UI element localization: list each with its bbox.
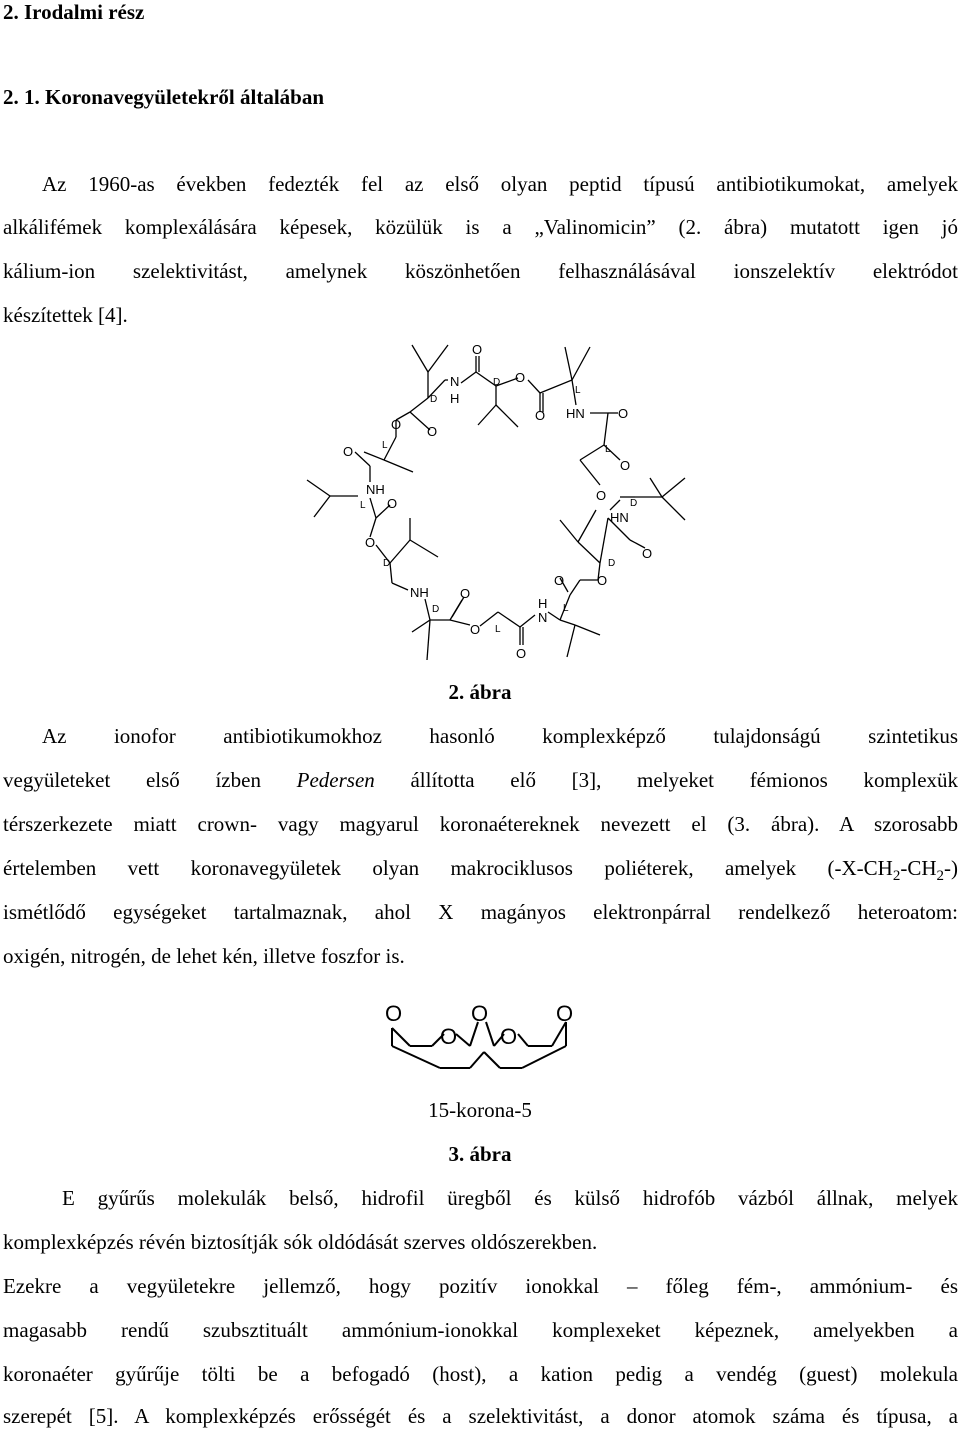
atom-hn-1: HN [566,406,585,421]
oxygen-4: O [440,1024,458,1049]
atom-o-13: O [554,573,565,588]
oxygen-2: O [471,1001,489,1026]
atom-nh-2: NH [410,585,429,600]
atom-h-1: H [450,391,460,406]
atom-o-7: O [427,424,438,439]
para4-line4: szerepét [5]. A komplexképzés erősségét és a szelektivitást, a donor atomok száma és típusa, a [3,1404,958,1428]
atom-o-11: O [596,488,607,503]
atom-o-5: O [620,458,631,473]
crown-ether-structure [380,995,580,1080]
stereo-d-5: D [608,558,616,569]
para2-line4-pre: értelemben vett koronavegyületek olyan makrociklusos poliéterek, amelyek (-X-CH [3,856,893,880]
oxygen-5: O [500,1024,518,1049]
atom-hn-2: HN [610,510,629,525]
para1-line3: kálium-ion szelektivitást, amelynek köszönhetően felhasználásával ionszelektív elektródot [3,259,958,283]
oxygen-3: O [556,1001,574,1026]
atom-o-17: O [516,646,527,661]
atom-o-8: O [343,444,354,459]
para2-line1: Az ionofor antibiotikumokhoz hasonló komplexképző tulajdonságú szintetikus [42,724,958,748]
para2-line4-post: -) [944,856,958,880]
atom-o-3: O [535,408,546,423]
atom-h-2: H [538,596,548,611]
para2-line5: ismétlődő egységeket tartalmaznak, ahol X magányos elektronpárral rendelkező heteroatom: [3,900,958,924]
para2-line6: oxigén, nitrogén, de lehet kén, illetve foszfor is. [3,944,405,968]
atom-o-4: O [618,406,629,421]
stereo-d-6: D [432,604,440,615]
atom-o-top: O [472,342,483,357]
atom-n-2: N [538,610,548,625]
stereo-l-5: L [495,624,501,635]
stereo-d-2: D [493,377,501,388]
para2-line4 [3,856,958,884]
atom-nh-1: NH [366,482,385,497]
atom-o-16: O [470,622,481,637]
para2-line2-pre: vegyületeket első ízben [3,768,261,792]
section-heading: 2. Irodalmi rész [3,0,145,24]
atom-o-9: O [387,496,398,511]
author-name: Pedersen [296,768,375,792]
para4-line3: koronaéter gyűrűje tölti be a befogadó (host), a kation pedig a vendég (guest) molekula [3,1362,958,1386]
atom-o-2: O [515,370,526,385]
stereo-l-4: L [360,500,366,511]
para1-line4: készítettek [4]. [3,303,128,327]
stereo-l-6: L [563,603,569,614]
valinomycin-structure [290,335,710,675]
figure2-caption: 2. ábra [448,680,512,704]
para4-line1: Ezekre a vegyületekre jellemző, hogy pozitív ionokkal – főleg fém-, ammónium- és [3,1274,958,1298]
oxygen-1: O [385,1001,403,1026]
para1-line2: alkálifémek komplexálására képesek, közülük is a „Valinomicin” (2. ábra) mutatott igen jó [3,215,958,239]
atom-o-10: O [365,535,376,550]
para1-line1: Az 1960-as években fedezték fel az első olyan peptid típusú antibiotikumokat, amelyek [42,172,958,196]
figure3-caption: 3. ábra [448,1142,512,1166]
stereo-d-4: D [630,498,638,509]
atom-n-1: N [450,374,460,389]
para2-line4-mid: -CH [900,856,937,880]
stereo-l-2: L [605,444,611,455]
compound-name: 15-korona-5 [428,1098,532,1122]
subsection-heading: 2. 1. Koronavegyületekről általában [3,85,325,109]
para3-line1: E gyűrűs molekulák belső, hidrofil üregből és külső hidrofób vázból állnak, melyek [62,1186,958,1210]
para2-line3: térszerkezete miatt crown- vagy magyarul koronaétereknek nevezett el (3. ábra). A szorosabb [3,812,958,836]
stereo-l-1: L [575,385,581,396]
subscript-2a: 2 [892,868,901,884]
para4-line2: magasabb rendű szubsztituált ammónium-ionokkal komplexeket képeznek, amelyekben a [3,1318,958,1342]
subscript-2b: 2 [936,868,944,884]
stereo-d-3: D [383,558,391,569]
para2-line2-post: állította elő [3], melyeket fémionos komplexük [410,768,959,792]
para2-line2 [3,770,958,791]
atom-o-14: O [597,573,608,588]
stereo-l-3: L [382,440,388,451]
para3-line2: komplexképzés révén biztosítják sók oldódását szerves oldószerekben. [3,1230,598,1254]
atom-o-12: O [642,546,653,561]
stereo-d-1: D [430,394,438,405]
atom-o-6: O [391,417,402,432]
atom-o-15: O [460,586,471,601]
